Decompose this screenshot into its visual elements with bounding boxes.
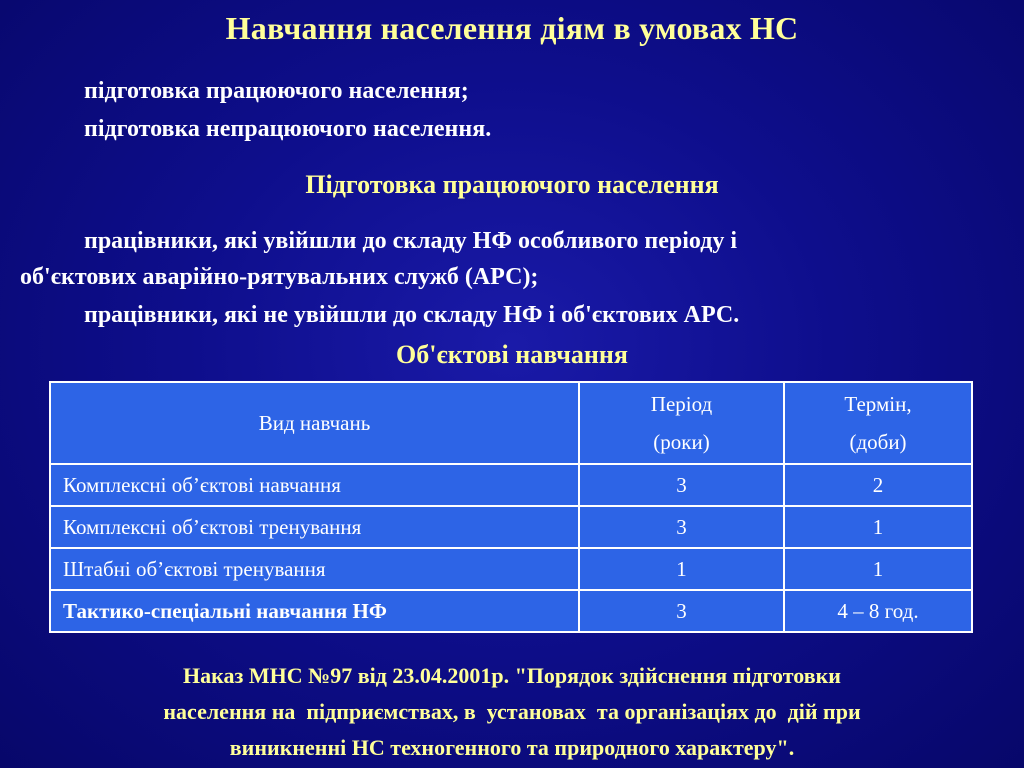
paragraph-non-nf: працівники, які не увійшли до складу НФ і об'єктових АРС. [84,302,740,328]
cell-period: 3 [579,464,784,506]
table-row [50,590,972,632]
cell-type: Тактико-спеціальні навчання НФ [50,590,579,632]
header-term-unit: (доби) [849,430,907,454]
header-type: Вид навчань [50,382,579,464]
table-row [50,464,972,506]
cell-period: 3 [579,590,784,632]
section-heading-drills: Об'єктові навчання [396,340,628,369]
header-period-title: Період [650,392,713,416]
cell-period: 3 [579,506,784,548]
table-row [50,548,972,590]
cell-type: Штабні об’єктові тренування [50,548,579,590]
header-term [784,382,972,464]
drills-table [49,381,973,633]
cell-term: 1 [784,506,972,548]
cell-period: 1 [579,548,784,590]
intro-line-working: підготовка працюючого населення; [84,78,469,104]
paragraph-nf-line1: працівники, які увійшли до складу НФ особливого періоду і [84,228,738,254]
header-term-title: Термін, [844,392,912,416]
intro-line-nonworking: підготовка непрацюючого населення. [84,116,492,142]
slide-title: Навчання населення діям в умовах НС [225,10,799,46]
cell-term: 1 [784,548,972,590]
header-period-unit: (роки) [653,430,710,454]
section-heading-working: Підготовка працюючого населення [305,170,719,199]
cell-term: 4 – 8 год. [784,590,972,632]
order-reference [0,658,1024,766]
cell-type: Комплексні об’єктові тренування [50,506,579,548]
header-period [579,382,784,464]
cell-term: 2 [784,464,972,506]
paragraph-nf-line2: об'єктових аварійно-рятувальних служб (АРС); [20,264,539,290]
order-reference-line1: Наказ МНС №97 від 23.04.2001р. "Порядок здійснення підготовки [183,663,841,688]
cell-type: Комплексні об’єктові навчання [50,464,579,506]
table-header-row [50,382,972,464]
table-row [50,506,972,548]
order-reference-line3: виникненні НС техногенного та природного характеру". [229,735,795,760]
order-reference-line2: населення на підприємствах, в установах та організаціях до дій при [163,699,861,724]
